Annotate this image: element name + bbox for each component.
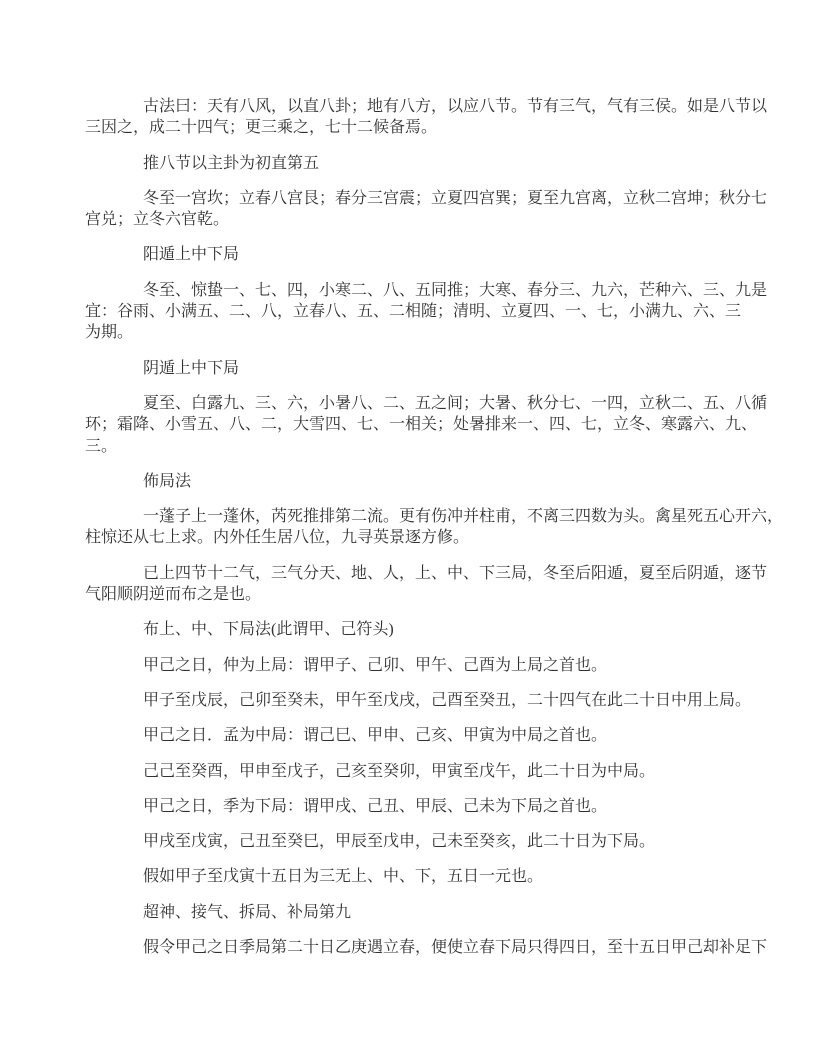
text-line: 一蓬子上一蓬休，芮死推排第二流。更有伤冲并柱甫，不离三四数为头。禽星死五心开六， bbox=[143, 508, 784, 526]
text-line: 柱惊还从七上求。内外任生居八位，九寻英景逐方修。 bbox=[85, 529, 470, 547]
text-line: 甲己之日．孟为中局：谓己巳、甲申、己亥、甲寅为中局之首也。 bbox=[143, 727, 608, 745]
paragraph bbox=[85, 761, 733, 782]
text-line: 甲己之日，季为下局：谓甲戌、己丑、甲辰、己未为下局之首也。 bbox=[143, 797, 608, 815]
text-line: 宫兑；立冬六官乾。 bbox=[85, 211, 230, 229]
text-line: 甲己之日，仲为上局：谓甲子、己卯、甲午、己酉为上局之首也。 bbox=[143, 656, 608, 674]
paragraph bbox=[85, 725, 733, 746]
text-line: 环；霜降、小雪五、八、二，大雪四、七、一相关；处暑排来一、四、七，立冬、寒露六、九、 bbox=[85, 416, 758, 434]
document-content bbox=[85, 96, 784, 958]
text-line: 己己至癸酉，甲申至戊子，己亥至癸卯，甲寅至戊午，此二十日为中局。 bbox=[143, 762, 656, 780]
text-line: 假令甲己之日季局第二十日乙庚遇立春，便使立春下局只得四日，至十五日甲己却补足下 bbox=[143, 939, 768, 957]
text-line: 冬至、惊蛰一、七、四，小寒二、八、五同推；大寒、春分三、九六，芒种六、三、九是 bbox=[143, 281, 768, 299]
section-heading bbox=[85, 471, 733, 492]
text-line: 冬至一宫坎；立春八宫艮；春分三宫震；立夏四宫巽；夏至九宫离，立秋二宫坤；秋分七 bbox=[143, 189, 768, 207]
paragraph bbox=[85, 563, 768, 606]
heading-line: 阴遁上中下局 bbox=[143, 359, 240, 377]
paragraph bbox=[85, 393, 768, 457]
paragraph bbox=[85, 506, 784, 549]
text-line: 甲戌至戊寅，己丑至癸巳，甲辰至戊申，己未至癸亥，此二十日为下局。 bbox=[143, 833, 656, 851]
paragraph bbox=[85, 937, 768, 958]
text-line: 甲子至戊辰，己卯至癸未，甲午至戊戌，己酉至癸丑，二十四气在此二十日中用上局。 bbox=[143, 691, 752, 709]
section-heading bbox=[85, 153, 733, 174]
heading-line: 佈局法 bbox=[143, 472, 192, 490]
paragraph bbox=[85, 831, 733, 852]
heading-line: 布上、中、下局法(此谓甲、己符头) bbox=[143, 621, 394, 639]
text-line: 为期。 bbox=[85, 324, 134, 342]
paragraph bbox=[85, 796, 733, 817]
heading-line: 推八节以主卦为初直第五 bbox=[143, 154, 320, 172]
section-heading bbox=[85, 358, 733, 379]
text-line: 三因之，成二十四气；更三乘之，七十二候备焉。 bbox=[85, 119, 438, 137]
text-line: 夏至、白露九、三、六，小暑八、二、五之间；大暑、秋分七、一四，立秋二、五、八循 bbox=[143, 394, 768, 412]
section-heading bbox=[85, 244, 733, 265]
text-line: 宜：谷雨、小满五、二、八，立春八、五、二相随；清明、立夏四、一、七，小满九、六、三 bbox=[85, 303, 742, 321]
section-heading bbox=[85, 902, 733, 923]
text-line: 古法曰：天有八风，以直八卦；地有八方，以应八节。节有三气，气有三侯。如是八节以 bbox=[143, 98, 768, 115]
paragraph bbox=[85, 690, 752, 711]
text-line: 假如甲子至戊寅十五日为三无上、中、下，五日一元也。 bbox=[143, 868, 544, 886]
text-line: 三。 bbox=[85, 437, 118, 455]
paragraph bbox=[85, 188, 768, 231]
text-line: 已上四节十二气，三气分天、地、人，上、中、下三局，冬至后阳遁，夏至后阴遁，逐节 bbox=[143, 564, 768, 582]
heading-line: 阳遁上中下局 bbox=[143, 246, 240, 264]
heading-line: 超神、接气、拆局、补局第九 bbox=[143, 903, 352, 921]
paragraph bbox=[85, 866, 733, 887]
paragraph bbox=[85, 655, 733, 676]
section-heading bbox=[85, 619, 733, 640]
paragraph bbox=[85, 280, 768, 344]
text-line: 气阳顺阴逆而布之是也。 bbox=[85, 586, 262, 604]
paragraph bbox=[85, 96, 768, 139]
